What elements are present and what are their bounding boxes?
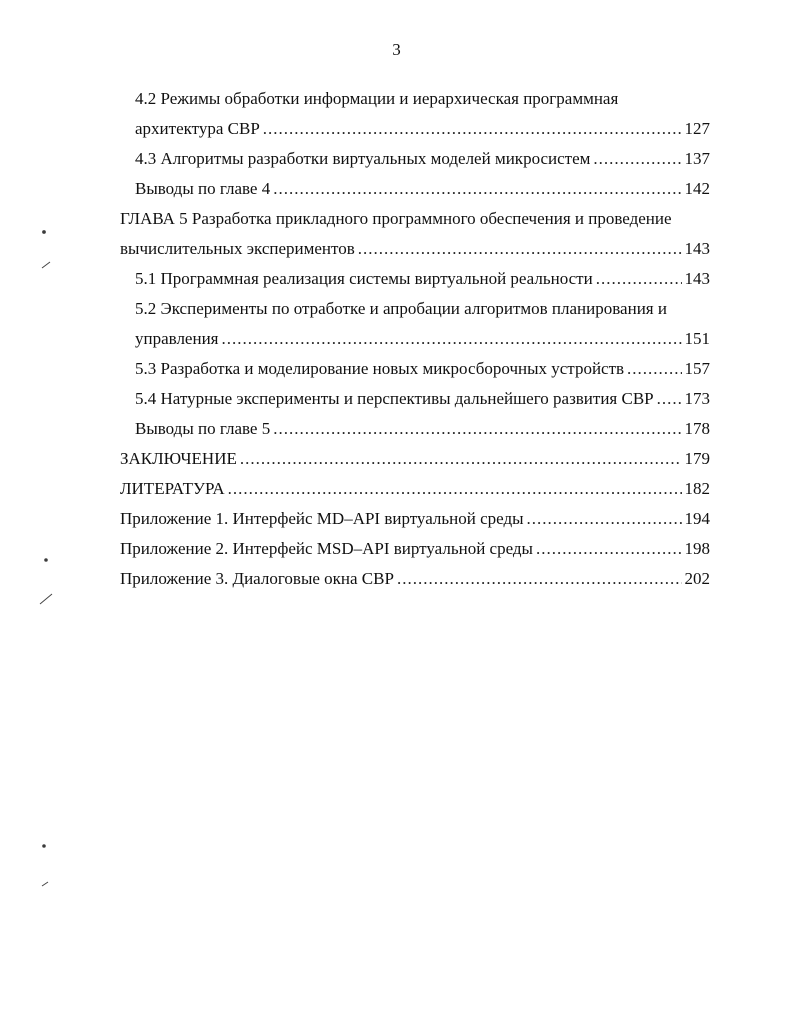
- toc-entry-title: Приложение 1. Интерфейс MD–API виртуальной среды: [120, 509, 524, 528]
- leader-dots: [358, 234, 682, 264]
- toc-entry-page: 173: [684, 389, 710, 408]
- toc-entry-page: 143: [684, 269, 710, 288]
- toc-entry: [135, 114, 710, 144]
- toc-entry-page: 127: [684, 119, 710, 138]
- toc-entry-page: 182: [684, 479, 710, 498]
- leader-dots: [222, 324, 682, 354]
- leader-dots: [536, 534, 682, 564]
- toc-entry-title: 4.3 Алгоритмы разработки виртуальных моделей микросистем: [135, 149, 591, 168]
- leader-dots: [657, 384, 682, 414]
- toc-entry: [135, 84, 710, 114]
- toc-entry-page: 202: [684, 569, 710, 588]
- toc-entry: [120, 204, 710, 234]
- toc-entry-title: 5.1 Программная реализация системы виртуальной реальности: [135, 269, 593, 288]
- toc-entry: [120, 564, 710, 594]
- leader-dots: [228, 474, 682, 504]
- toc-entry-title: архитектура СВР: [135, 119, 260, 138]
- toc-entry-page: 178: [684, 419, 710, 438]
- toc-entry-title: 5.4 Натурные эксперименты и перспективы дальнейшего развития СВР: [135, 389, 654, 408]
- toc-entry-title: 5.3 Разработка и моделирование новых микросборочных устройств: [135, 359, 625, 378]
- toc-entry: [135, 144, 710, 174]
- leader-dots: [527, 504, 682, 534]
- toc-entry: [135, 384, 710, 414]
- toc-entry: [135, 414, 710, 444]
- toc-entry-page: 142: [684, 179, 710, 198]
- leader-dots: [273, 174, 681, 204]
- toc-entry-page: 151: [684, 329, 710, 348]
- toc-entry-title: Приложение 3. Диалоговые окна СВР: [120, 569, 394, 588]
- toc-entry-page: 179: [684, 449, 710, 468]
- leader-dots: [397, 564, 682, 594]
- toc-entry-title: Приложение 2. Интерфейс MSD–API виртуальной среды: [120, 539, 533, 558]
- toc-entry-title: ЗАКЛЮЧЕНИЕ: [120, 449, 237, 468]
- leader-dots: [596, 264, 682, 294]
- toc-entry-page: 198: [684, 539, 710, 558]
- page-number: 3: [392, 40, 401, 59]
- toc-entry: [120, 474, 710, 504]
- toc-entry-title: ЛИТЕРАТУРА: [120, 479, 225, 498]
- leader-dots: [627, 354, 681, 384]
- toc-entry-title: управления: [135, 329, 219, 348]
- toc-entry-page: 194: [684, 509, 710, 528]
- toc-entry: [135, 174, 710, 204]
- toc-entry: [135, 264, 710, 294]
- toc-entry: [120, 504, 710, 534]
- leader-dots: [240, 444, 682, 474]
- toc-entry-title: ГЛАВА 5 Разработка прикладного программного обеспечения и проведение: [120, 209, 672, 228]
- toc-entry: [120, 534, 710, 564]
- leader-dots: [593, 144, 681, 174]
- toc-entry-page: 157: [684, 359, 710, 378]
- toc-entry-title: Выводы по главе 4: [135, 179, 271, 198]
- toc-entry-title: 4.2 Режимы обработки информации и иерархическая программная: [135, 89, 619, 108]
- toc-entry-title: вычислительных экспериментов: [120, 239, 355, 258]
- leader-dots: [263, 114, 682, 144]
- toc-entry-title: 5.2 Эксперименты по отработке и апробации алгоритмов планирования и: [135, 299, 667, 318]
- toc-entry-page: 143: [684, 239, 710, 258]
- toc-entry: [120, 234, 710, 264]
- toc-entry: [120, 444, 710, 474]
- toc-entry-page: 137: [684, 149, 710, 168]
- leader-dots: [273, 414, 681, 444]
- toc-entry-title: Выводы по главе 5: [135, 419, 271, 438]
- toc-entry: [135, 294, 710, 324]
- toc-entry: [135, 354, 710, 384]
- toc-entry: [135, 324, 710, 354]
